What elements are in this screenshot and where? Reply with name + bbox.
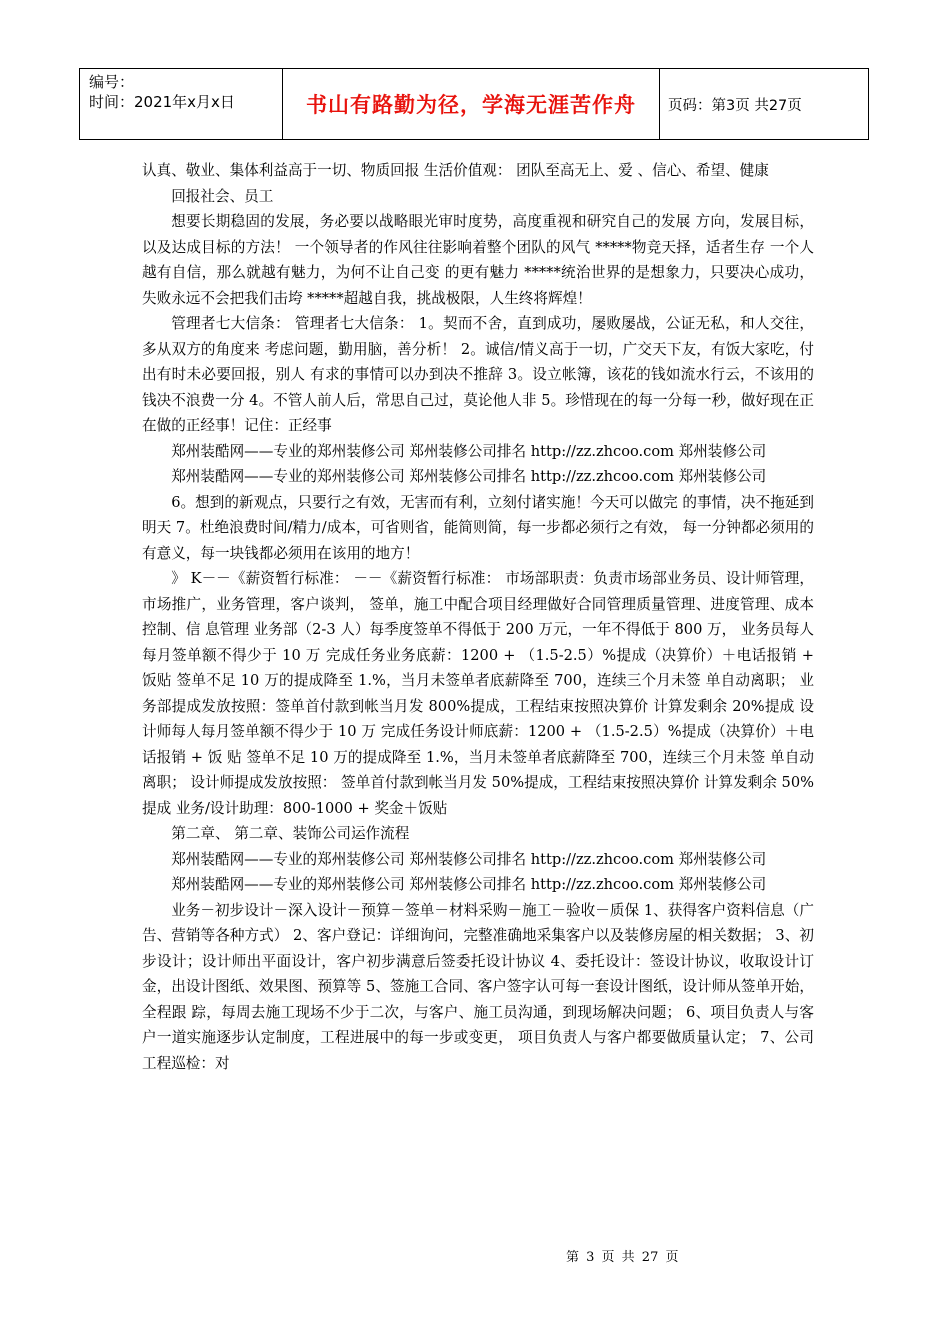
header-page-info: 页码：第3页 共27页 (668, 97, 802, 114)
chapter-heading: 第二章、 第二章、装饰公司运作流程 (171, 825, 410, 842)
header-motto: 书山有路勤为径，学海无涯苦作舟 (283, 69, 660, 139)
paragraph: 》 K－－《薪资暂行标准： －－《薪资暂行标准： 市场部职责：负责市场部业务员、设计师管理，市场推广，业务管理，客户谈判， 签单，施工中配合项目经理做好合同管理质量管理、进度管理、成本控制、信 息管理 业务部（2-3 人）每季度签单不得低于 200 万元，一年不得低于 800 万， 业务员每人每月签单额不得少于 10 万 完成任务业务底薪：1200 + （1.5-2.5）%提成（决算价）＋电话报销 + 饭贴 签单不足 10 万的提成降至 1.%，当月未签单者底薪降至 700，连续三个月未签 单自动离职； 业务部提成发放按照：签单首付款到帐当月发 800%提成，工程结束按照决算价 计算发剩余 20%提成 设计师每人每月签单额不得少于 10 万 完成任务设计师底薪：1200 + （1.5-2.5）%提成（决算价）＋电话报销 + 饭 贴 签单不足 10 万的提成降至 1.%，当月未签单者底薪降至 700，连续三个月未签 单自动离职； 设计师提成发放按照： 签单首付款到帐当月发 50%提成，工程结束按照决算价 计算发剩余 50%提成 业务/设计助理：800-1000 + 奖金＋饭贴 (142, 570, 814, 817)
paragraph: 6。想到的新观点，只要行之有效，无害而有利，立刻付诸实施！今天可以做完 的事情，决不拖延到明天 7。杜绝浪费时间/精力/成本，可省则省，能简则简，每一步都必须行之有效， 每一分钟都必须用的有意义，每一块钱都必须用在该用的地方！ (142, 493, 814, 562)
paragraph: 业务－初步设计－深入设计－预算－签单－材料采购－施工－验收－质保 1、获得客户资料信息（广告、营销等各种方式） 2、客户登记：详细询问，完整准确地采集客户以及装修房屋的相关数据； 3、初步设计；设计师出平面设计，客户初步满意后签委托设计协议 4、委托设计：签设计协议，收取设计订金，出设计图纸、效果图、预算等 5、签施工合同、客户签字认可每一套设计图纸，设计师从签单开始，全程跟 踪，每周去施工现场不少于二次，与客户、施工员沟通，到现场解决问题； 6、项目负责人与客户一道实施逐步认定制度，工程进展中的每一步或变更， 项目负责人与客户都要做质量认定； 7、公司工程巡检：对 (142, 901, 814, 1072)
paragraph: 郑州装酷网——专业的郑州装修公司 郑州装修公司排名 http://zz.zhcoo.com 郑州装修公司 (171, 442, 767, 460)
paragraph: 郑州装酷网——专业的郑州装修公司 郑州装修公司排名 http://zz.zhcoo.com 郑州装修公司 (171, 876, 767, 893)
paragraph: 郑州装酷网——专业的郑州装修公司 郑州装修公司排名 http://zz.zhcoo.com 郑州装修公司 (171, 850, 767, 868)
paragraph: 认真、敬业、集体利益高于一切、物质回报 生活价值观： 团队至高无上、爱 、信心、希望、健康 (142, 162, 769, 179)
paragraph: 回报社会、员工 (171, 187, 274, 205)
header-meta-cell (80, 69, 283, 139)
page-footer: 第 3 页 共 27 页 (566, 1250, 679, 1265)
paragraph: 郑州装酷网——专业的郑州装修公司 郑州装修公司排名 http://zz.zhcoo.com 郑州装修公司 (171, 468, 767, 485)
header-table (79, 68, 869, 140)
paragraph: 想要长期稳固的发展，务必要以战略眼光审时度势，高度重视和研究自己的发展 方向，发展目标，以及达成目标的方法！ 一个领导者的作风往往影响着整个团队的风气 *****物竞天择，适者生存 一个人越有自信，那么就越有魅力，为何不让自己变 的更有魅力 *****统治世界的是想象力，只要决心成功，失败永远不会把我们击垮 *****超越自我，挑战极限，人生终将辉煌！ (142, 213, 814, 307)
paragraph: 管理者七大信条： 管理者七大信条： 1。契而不舍，直到成功，屡败屡战，公证无私，和人交往，多从双方的角度来 考虑问题，勤用脑，善分析！ 2。诚信/情义高于一切，广交天下友，有饭大家吃，付出有时未必要回报，别人 有求的事情可以办到决不推辞 3。设立帐簿，该花的钱如流水行云，不该用的钱决不浪费一分 4。不管人前人后，常思自己过，莫论他人非 5。珍惜现在的每一分每一秒，做好现在正在做的正经事！记住：正经事 (142, 315, 814, 434)
document-date: 时间：2021年x月x日 (89, 93, 235, 111)
document-number-label: 编号： (89, 73, 135, 91)
document-body (142, 158, 814, 1076)
